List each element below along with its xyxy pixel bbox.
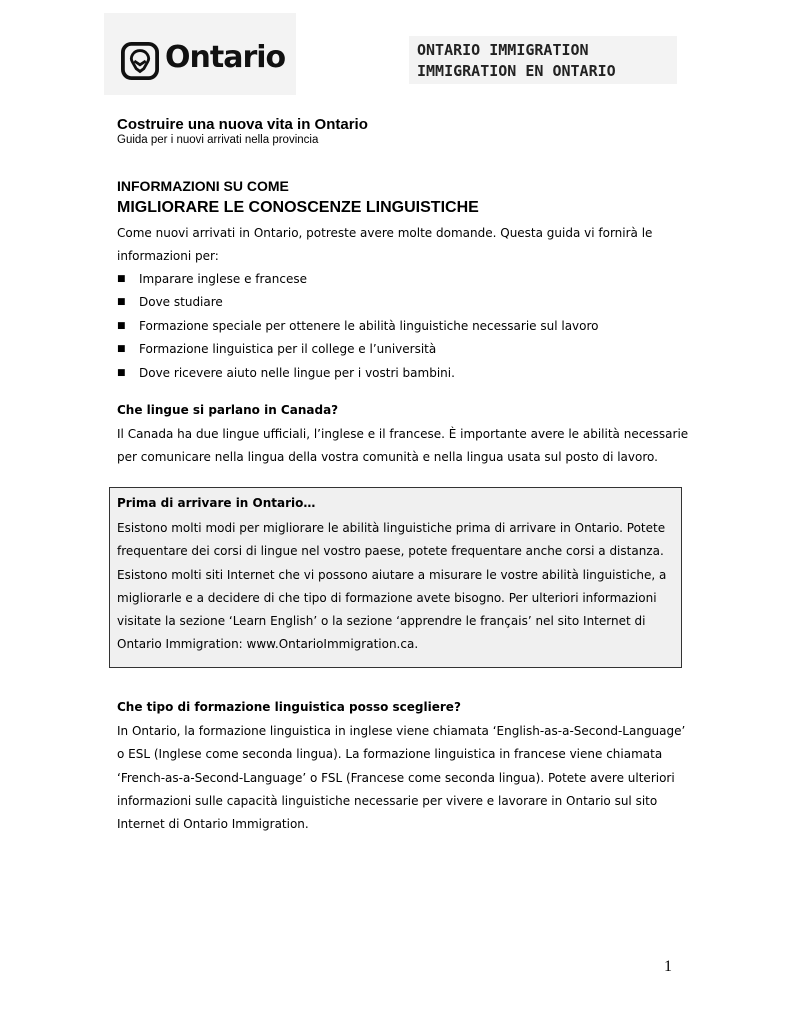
question-heading-training: Che tipo di formazione linguistica posso scegliere? [117, 700, 461, 714]
intro-paragraph [117, 222, 652, 269]
bullet-icon: ■ [117, 274, 126, 284]
bullet-icon: ■ [117, 344, 126, 355]
paragraph-line: Internet di Ontario Immigration. [117, 817, 309, 832]
list-item: ■ Dove studiare [117, 291, 599, 314]
paragraph-line: In Ontario, la formazione linguistica in inglese viene chiamata ‘English-as-a-Second-Language’ [117, 724, 686, 738]
bullet-icon: ■ [117, 367, 126, 378]
page-number: 1 [664, 958, 672, 975]
paragraph-line: Il Canada ha due lingue ufficiali, l’inglese e il francese. È importante avere le abilità necessarie [117, 427, 689, 441]
paragraph-line: per comunicare nella lingua della vostra comunità e nella lingua usata sul posto di lavoro. [117, 450, 658, 465]
callout-heading: Prima di arrivare in Ontario… [117, 496, 316, 510]
list-item: ■ Formazione speciale per ottenere le abilità linguistiche necessarie sul lavoro [117, 315, 599, 338]
before-arrival-callout [109, 487, 682, 668]
intro-line: informazioni per: [117, 249, 219, 264]
ontario-immigration-banner [409, 36, 677, 84]
topics-list [117, 268, 599, 385]
paragraph-line: informazioni sulle capacità linguistiche necessarie per vivere e lavorare in Ontario sul sito [117, 793, 658, 808]
callout-line: frequentare dei corsi di lingue nel vostro paese, potete frequentare anche corsi a distanza. [117, 544, 664, 559]
paragraph-line: o ESL (Inglese come seconda lingua). La formazione linguistica in francese viene chiamata [117, 747, 663, 762]
document-subtitle: Guida per i nuovi arrivati nella provincia [117, 134, 319, 146]
section-heading-line1: INFORMAZIONI SU COME [117, 178, 289, 194]
immigration-title-fr: IMMIGRATION EN ONTARIO [417, 62, 616, 80]
document-title: Costruire una nuova vita in Ontario [117, 116, 368, 133]
callout-line: Esistono molti siti Internet che vi possono aiutare a misurare le vostre abilità linguistiche, a [117, 567, 667, 582]
ontario-logo-text: Ontario [165, 40, 286, 75]
bullet-icon: ■ [117, 297, 126, 308]
list-item: ■ Imparare inglese e francese [117, 268, 599, 291]
immigration-title-en: ONTARIO IMMIGRATION [417, 41, 589, 59]
question-heading-languages: Che lingue si parlano in Canada? [117, 403, 339, 417]
paragraph-line: ‘French-as-a-Second-Language’ o FSL (Francese come seconda lingua). Potete avere ulteriori [117, 770, 675, 785]
section-heading-line2: MIGLIORARE LE CONOSCENZE LINGUISTICHE [117, 199, 479, 216]
callout-line: Esistono molti modi per migliorare le abilità linguistiche prima di arrivare in Ontario. Potete [117, 521, 666, 535]
ontario-trillium-icon [121, 42, 159, 80]
bullet-icon: ■ [117, 320, 126, 331]
ontario-logo [104, 13, 296, 95]
list-item: ■ Dove ricevere aiuto nelle lingue per i vostri bambini. [117, 362, 599, 385]
question-paragraph-training [117, 720, 685, 836]
intro-line: Come nuovi arrivati in Ontario, potreste avere molte domande. Questa guida vi fornirà le [117, 226, 653, 240]
question-paragraph-languages [117, 423, 688, 470]
callout-line: Ontario Immigration: www.OntarioImmigration.ca. [117, 637, 419, 652]
callout-paragraph [117, 517, 666, 657]
list-item: ■ Formazione linguistica per il college e l’università [117, 338, 599, 361]
callout-line: migliorarle e a decidere di che tipo di formazione avete bisogno. Per ulteriori informazioni [117, 590, 657, 605]
callout-line: visitate la sezione ‘Learn English’ o la sezione ‘apprendre le français’ nel sito Internet di [117, 614, 646, 629]
